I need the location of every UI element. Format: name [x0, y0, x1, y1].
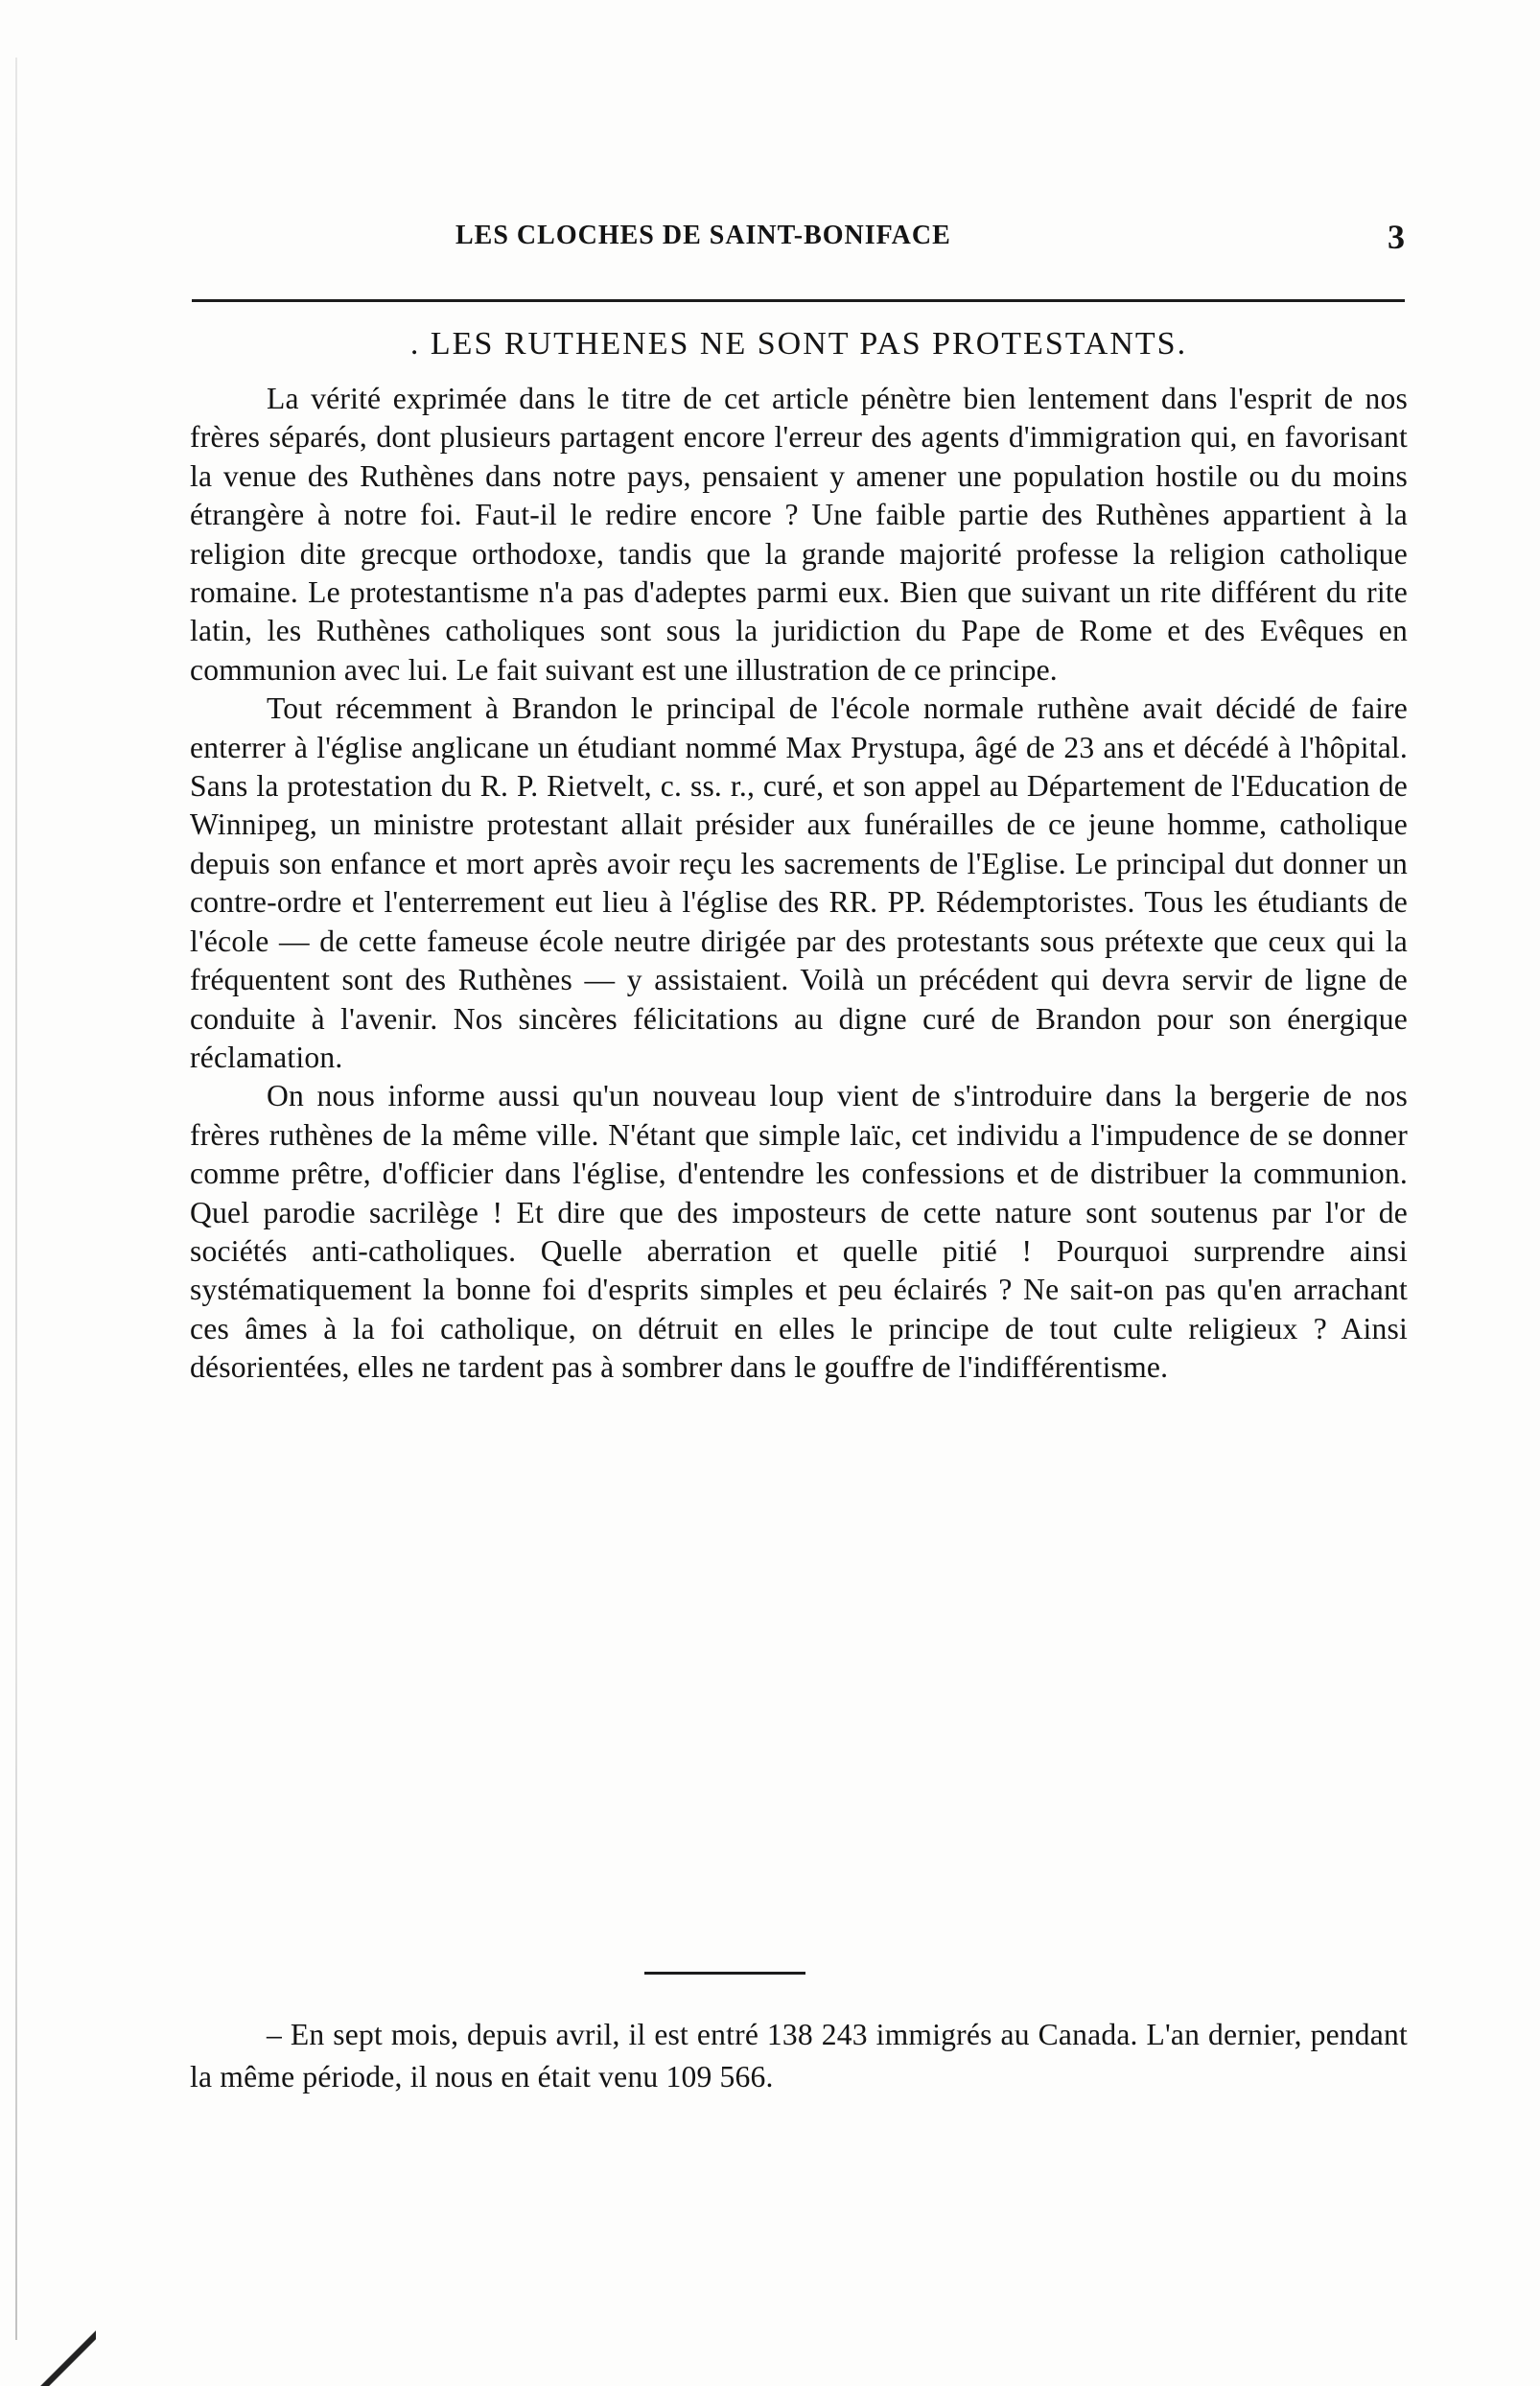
- running-head: [192, 218, 1405, 269]
- running-title: LES CLOCHES DE SAINT-BONIFACE: [455, 221, 951, 250]
- paragraph-3: On nous informe aussi qu'un nouveau loup vient de s'introduire dans la bergerie de nos frères ruthènes de la même ville. N'étant que simple laïc, cet individu a l'impudence de se donner comme prêtre, d'officier dans l'église, d'entendre les confessions et de distribuer la communion. Quel parodie sacrilège ! Et dire que des imposteurs de cette nature sont soutenus par l'or de sociétés anti-catholiques. Quelle aberration et quelle pitié ! Pourquoi surprendre ainsi systématiquement la bonne foi d'esprits simples et peu éclairés ? Ne sait-on pas qu'en arrachant ces âmes à la foi catholique, on détruit en elles le principe de tout culte religieux ? Ainsi désorientées, elles ne tardent pas à sombrer dans le gouffre de l'indifférentisme.: [190, 1079, 1408, 1385]
- paragraph-2: Tout récemment à Brandon le principal de l'école normale ruthène avait décidé de faire enterrer à l'église anglicane un étudiant nommé Max Prystupa, âgé de 23 ans et décédé à l'hôpital. Sans la protestation du R. P. Rietvelt, c. ss. r., curé, et son appel au Département de l'Education de Winnipeg, un ministre protestant allait présider aux funérailles de ce jeune homme, catholique depuis son enfance et mort après avoir reçu les sacrements de l'Eglise. Le principal dut donner un contre-ordre et l'enterrement eut lieu à l'église des RR. PP. Rédemptoristes. Tous les étudiants de l'école — de cette fameuse école neutre dirigée par des protestants sous prétexte que ceux qui la fréquentent sont des Ruthènes — y assistaient. Voilà un précédent qui devra servir de ligne de conduite à l'avenir. Nos sincères félicitations au digne curé de Brandon pour son énergique réclamation.: [190, 691, 1408, 1074]
- page-number: 3: [1388, 218, 1405, 256]
- note-paragraph: – En sept mois, depuis avril, il est entré 138 243 immigrés au Canada. L'an dernier, pendant la même période, il nous en était venu 109 566.: [190, 2018, 1408, 2094]
- news-note: [190, 2014, 1408, 2098]
- section-divider: [644, 1972, 805, 1975]
- article-title: . LES RUTHENES NE SONT PAS PROTESTANTS.: [409, 326, 1188, 362]
- article: [190, 326, 1408, 1388]
- scan-corner-mark: [38, 2319, 96, 2386]
- paragraph-1: La vérité exprimée dans le titre de cet article pénètre bien lentement dans l'esprit de nos frères séparés, dont plusieurs partagent encore l'erreur des agents d'immigration qui, en favorisant la venue des Ruthènes dans notre pays, pensaient y amener une population hostile ou du moins étrangère à notre foi. Faut-il le redire encore ? Une faible partie des Ruthènes appartient à la religion dite grecque orthodoxe, tandis que la grande majorité professe la religion catholique romaine. Le protestantisme n'a pas d'adeptes parmi eux. Bien que suivant un rite différent du rite latin, les Ruthènes catholiques sont sous la juridiction du Pape de Rome et des Evêques en communion avec lui. Le fait suivant est une illustration de ce principe.: [190, 382, 1408, 687]
- header-rule: [192, 299, 1405, 302]
- binding-edge: [15, 58, 17, 2340]
